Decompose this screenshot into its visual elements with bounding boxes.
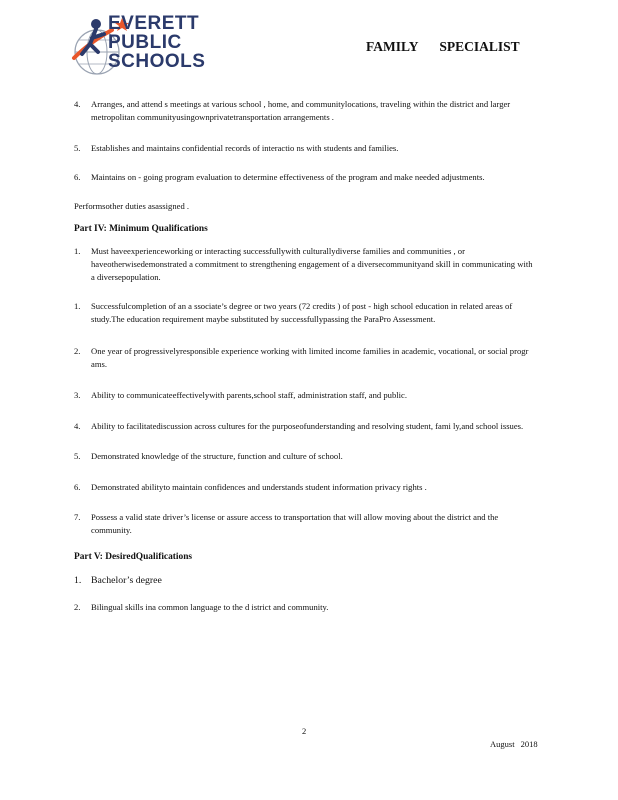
page-number: 2 <box>302 726 307 736</box>
item-number: 1. <box>74 246 81 256</box>
item-text: Bachelor’s degree <box>91 575 162 586</box>
list-item <box>74 389 534 402</box>
perform-other-duties: Performsother duties asassigned . <box>74 201 190 211</box>
document-body <box>74 98 534 614</box>
list-item <box>74 300 534 326</box>
list-item <box>74 245 534 284</box>
list-item <box>74 450 534 463</box>
logo-line-3: SCHOOLS <box>108 51 206 72</box>
revision-date: August 2018 <box>490 739 538 749</box>
item-text: Demonstrated knowledge of the structure, function and culture of school. <box>91 451 343 461</box>
item-number: 1. <box>74 575 82 586</box>
logo-line-1: EVERETT <box>108 13 200 34</box>
item-text: Ability to communicateeffectivelywith parents,school staff, administration staff, and public. <box>91 390 407 400</box>
logo-wordmark <box>108 14 205 71</box>
item-number: 3. <box>74 390 81 400</box>
item-number: 4. <box>74 421 81 431</box>
item-text: Ability to facilitatediscussion across cultures for the purposeofunderstanding and resolving student, fami ly,and school issues. <box>91 421 524 431</box>
item-number: 4. <box>74 99 81 109</box>
list-item <box>74 98 534 124</box>
item-number: 2. <box>74 602 81 612</box>
list-item <box>74 142 534 155</box>
item-text: Establishes and maintains confidential records of interactio ns with students and families. <box>91 143 399 153</box>
list-item <box>74 420 534 433</box>
part-v-heading: Part V: DesiredQualifications <box>74 552 193 562</box>
item-number: 6. <box>74 172 81 182</box>
item-number: 6. <box>74 482 81 492</box>
list-item <box>74 171 534 184</box>
item-number: 2. <box>74 346 81 356</box>
item-text: Maintains on - going program evaluation to determine effectiveness of the program and make needed adjustments. <box>91 172 485 182</box>
item-text: One year of progressivelyresponsible experience working with limited income families in academic, vocational, or social progr ams. <box>91 346 529 369</box>
item-text: Possess a valid state driver’s license or assure access to transportation that will allow moving about the district and the community. <box>91 512 499 535</box>
item-number: 1. <box>74 301 81 311</box>
item-number: 5. <box>74 451 81 461</box>
list-item <box>74 601 534 614</box>
item-text: Must haveexperienceworking or interacting successfullywith culturallydiverse families and communities , or haveotherwisedemonstrated a commitment to strengthening engagement of a diversecommunityand skill in communicating with a diversepopulation. <box>91 246 533 282</box>
item-number: 5. <box>74 143 81 153</box>
item-number: 7. <box>74 512 81 522</box>
part-iv-heading: Part IV: Minimum Qualifications <box>74 224 208 234</box>
item-text: Demonstrated abilityto maintain confidences and understands student information privacy rights . <box>91 482 427 492</box>
item-text: Bilingual skills ina common language to the d istrict and community. <box>91 602 329 612</box>
list-item <box>74 345 534 371</box>
item-text: Successfulcompletion of an a ssociate’s degree or two years (72 credits ) of post - high school education in related areas of study.The education requirement maybe substituted by successfullypassing the ParaPro Assessment. <box>91 301 513 324</box>
list-item <box>74 511 534 537</box>
list-item <box>74 481 534 494</box>
logo-line-2: PUBLIC <box>108 32 182 53</box>
list-item <box>74 574 534 587</box>
document-title: FAMILY SPECIALIST <box>366 39 520 54</box>
item-text: Arranges, and attend s meetings at various school , home, and communitylocations, traveling within the district and larger metropolitan communityusingownprivatetransportation arrangements . <box>91 99 511 122</box>
